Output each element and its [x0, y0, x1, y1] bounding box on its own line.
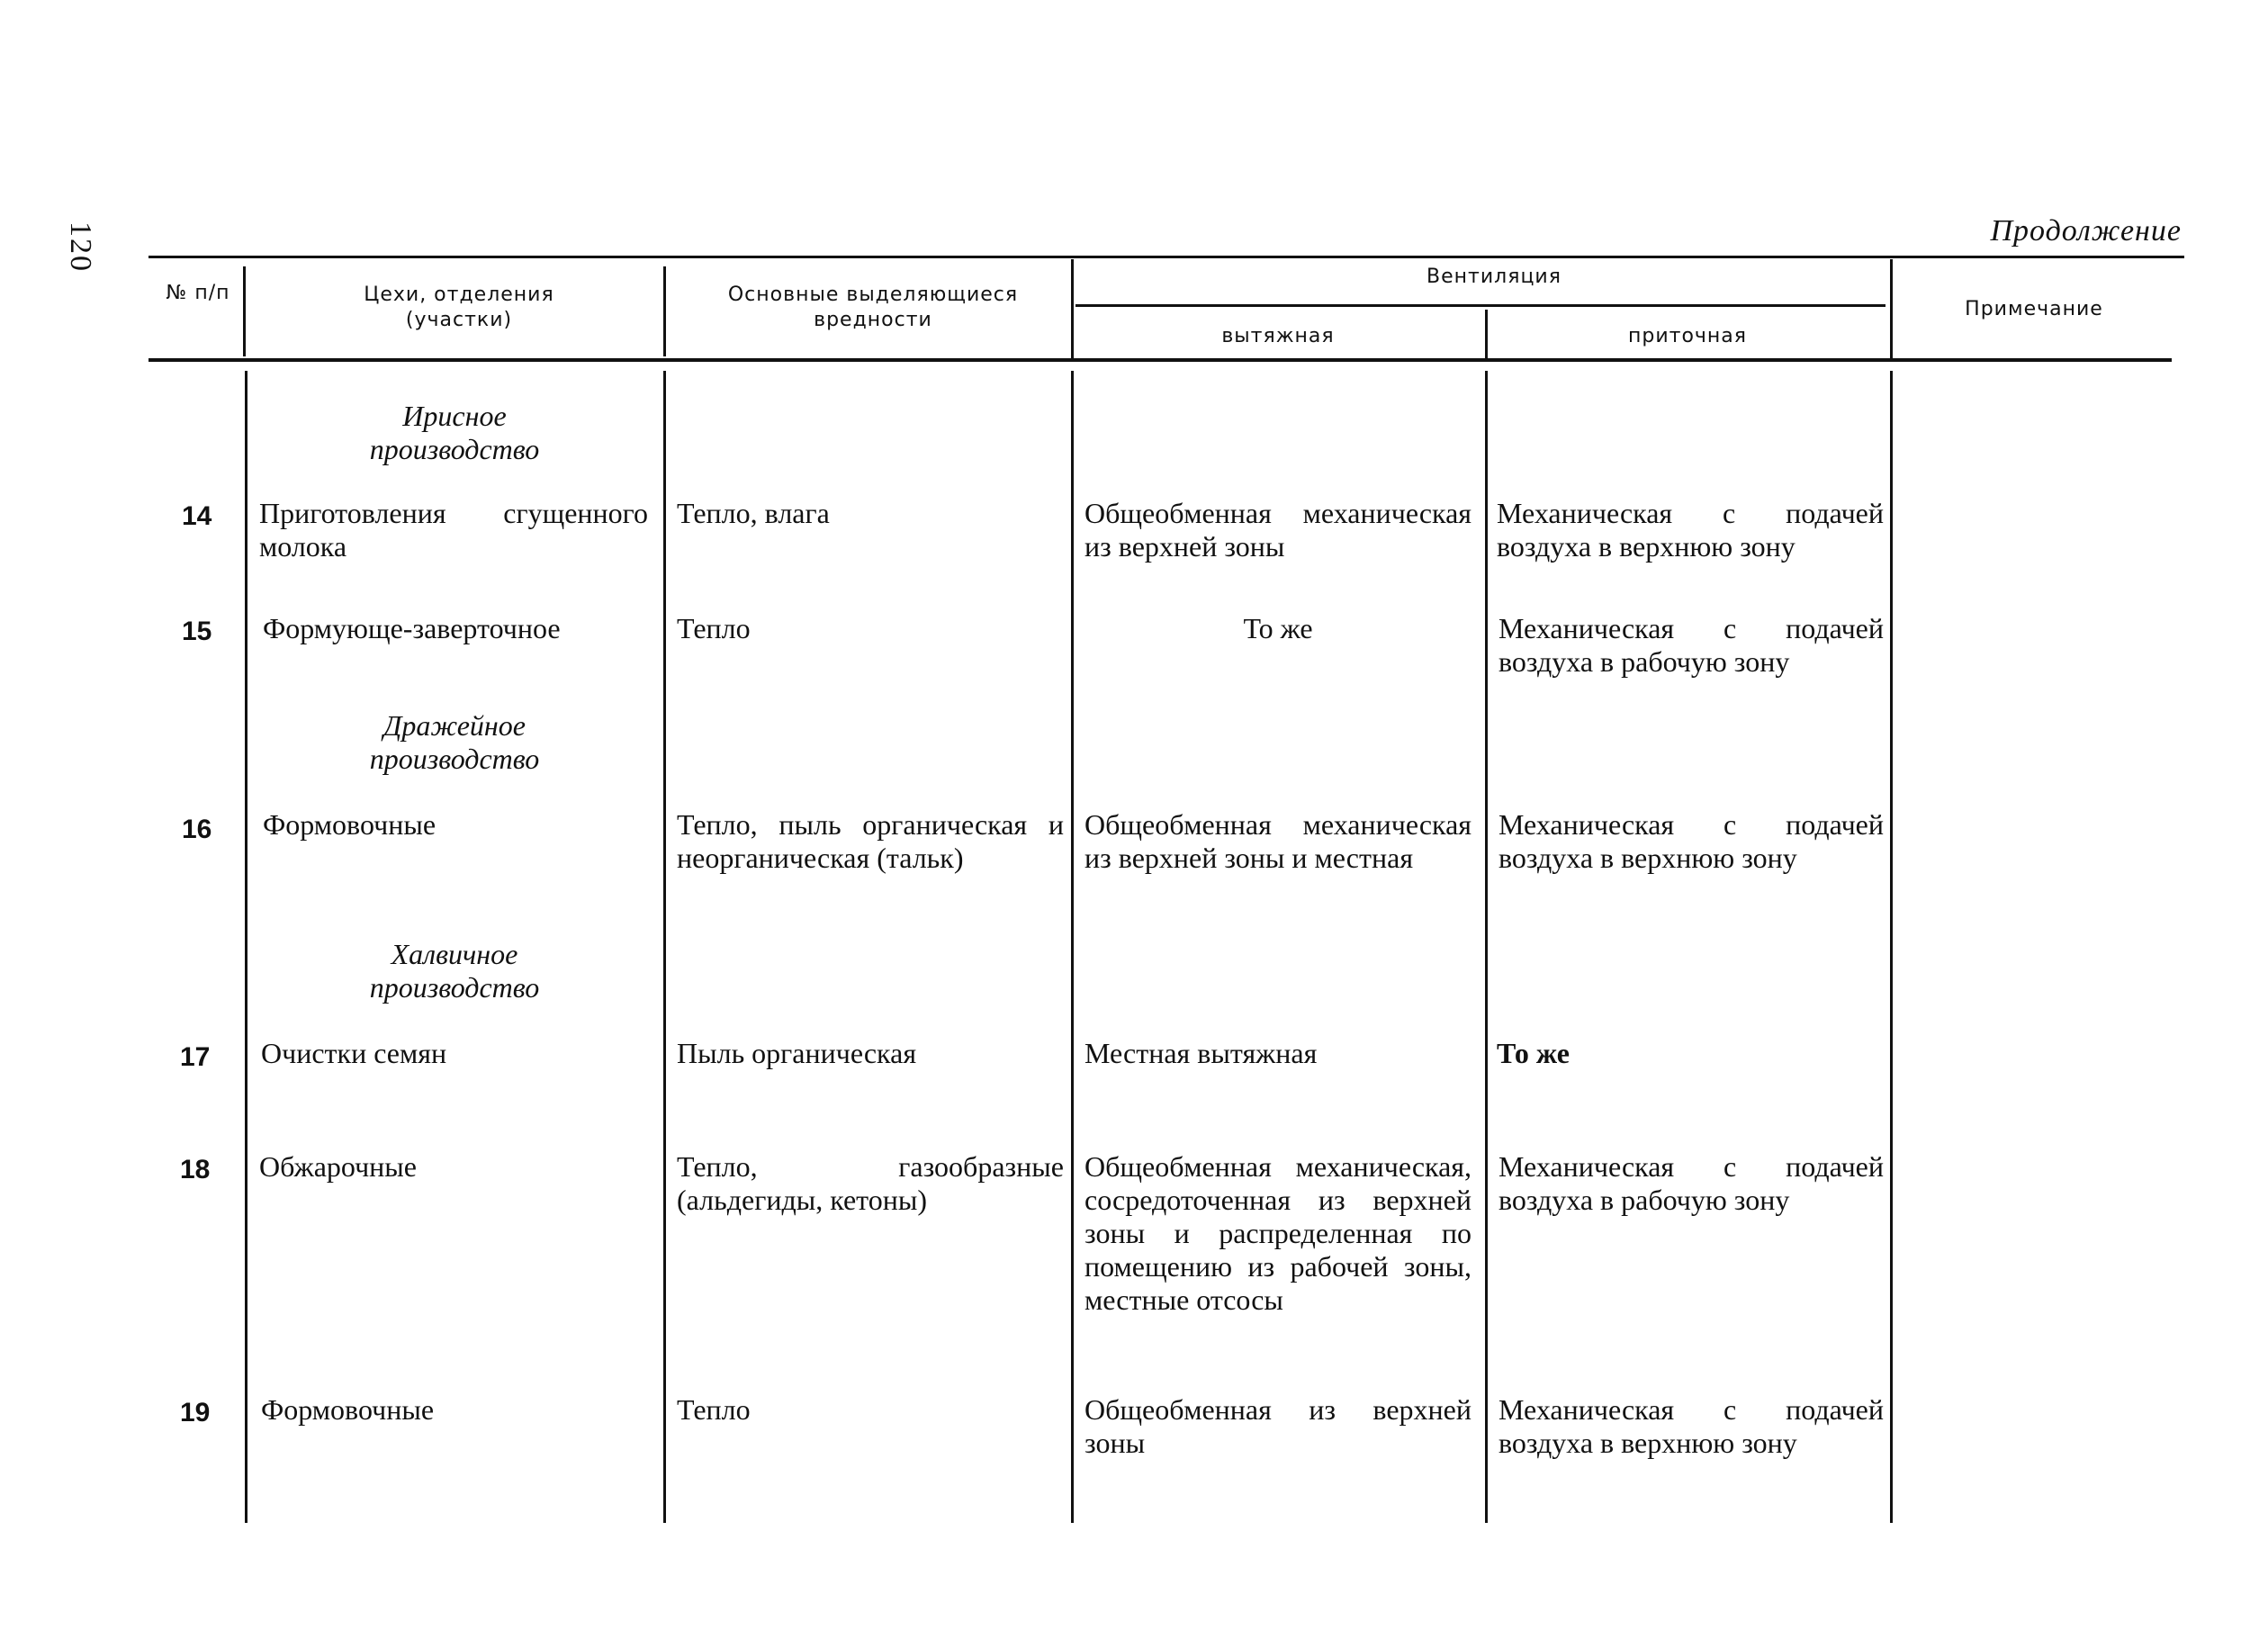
col-divider-2: [663, 371, 666, 1523]
col-divider-4: [1485, 371, 1488, 1523]
header-supply: приточная: [1627, 325, 1748, 347]
workshop-cell: Очистки семян: [261, 1037, 447, 1069]
header-ventilation: Вентиляция: [1426, 266, 1562, 288]
workshop-cell: Формовочные: [263, 808, 436, 841]
row-number: 15: [182, 617, 212, 646]
hazards-cell: Тепло, пыль органическая и неорганическая (тальк): [677, 808, 1064, 874]
header-num: № п/п: [166, 282, 230, 304]
col-divider-5: [1890, 371, 1893, 1523]
col-divider-3: [1071, 371, 1074, 1523]
section-title-iris: Ирисное производство: [369, 400, 540, 465]
row-number: 19: [180, 1398, 211, 1427]
continuation-label: Продолжение: [1990, 214, 2182, 248]
supply-cell: Механическая с подачей воздуха в верхнюю зону: [1498, 808, 1884, 874]
hazards-cell: Тепло: [677, 612, 751, 644]
header-workshop: Цехи, отделения (участки): [364, 284, 554, 331]
header-note: Примечание: [1965, 298, 2103, 320]
col-divider-1-head: [243, 266, 246, 356]
col-divider-2-head: [663, 266, 666, 356]
supply-cell: Механическая с подачей воздуха в верхнюю зону: [1498, 1393, 1884, 1459]
workshop-cell: Формовочные: [261, 1393, 435, 1426]
row-number: 17: [180, 1042, 211, 1072]
col-divider-5-head: [1890, 259, 1893, 358]
workshop-cell: Приготовления сгущенного молока: [259, 497, 648, 563]
workshop-cell: Формующе-заверточное: [263, 612, 561, 644]
table-top-rule: [148, 256, 2184, 258]
exhaust-cell: Местная вытяжная: [1084, 1037, 1318, 1069]
row-number: 16: [182, 815, 212, 844]
exhaust-cell: Общеобменная механическая из верхней зоны и местная: [1084, 808, 1472, 874]
exhaust-cell: Общеобменная механическая, сосредоточенная из верхней зоны и распределенная по помещению из рабочей зоны, местные отсосы: [1084, 1150, 1472, 1316]
col-divider-4-head: [1485, 310, 1488, 358]
ventilation-sub-rule: [1076, 304, 1886, 307]
hazards-cell: Пыль органическая: [677, 1037, 917, 1069]
page-number: 120: [64, 221, 97, 273]
col-divider-1: [245, 371, 248, 1523]
row-number: 14: [182, 501, 212, 531]
section-title-dragee: Дражейное производство: [369, 709, 540, 775]
section-title-halva: Халвичное производство: [369, 938, 540, 1004]
workshop-cell: Обжарочные: [259, 1150, 417, 1183]
supply-cell: Механическая с подачей воздуха в верхнюю зону: [1497, 497, 1884, 563]
hazards-cell: Тепло, газообразные (альдегиды, кетоны): [677, 1150, 1064, 1216]
header-exhaust: вытяжная: [1221, 325, 1335, 347]
hazards-cell: Тепло: [677, 1393, 751, 1426]
hazards-cell: Тепло, влага: [677, 497, 830, 529]
exhaust-cell: Общеобменная из верхней зоны: [1084, 1393, 1472, 1459]
row-number: 18: [180, 1155, 211, 1184]
supply-cell: Механическая с подачей воздуха в рабочую зону: [1498, 612, 1884, 678]
supply-cell: То же: [1497, 1037, 1570, 1069]
supply-cell: Механическая с подачей воздуха в рабочую зону: [1498, 1150, 1884, 1216]
exhaust-cell: То же: [1243, 612, 1313, 644]
header-bottom-rule: [148, 358, 2172, 362]
header-hazards: Основные выделяющиеся вредности: [727, 284, 1019, 331]
col-divider-3-head: [1071, 259, 1074, 358]
exhaust-cell: Общеобменная механическая из верхней зоны: [1084, 497, 1472, 563]
